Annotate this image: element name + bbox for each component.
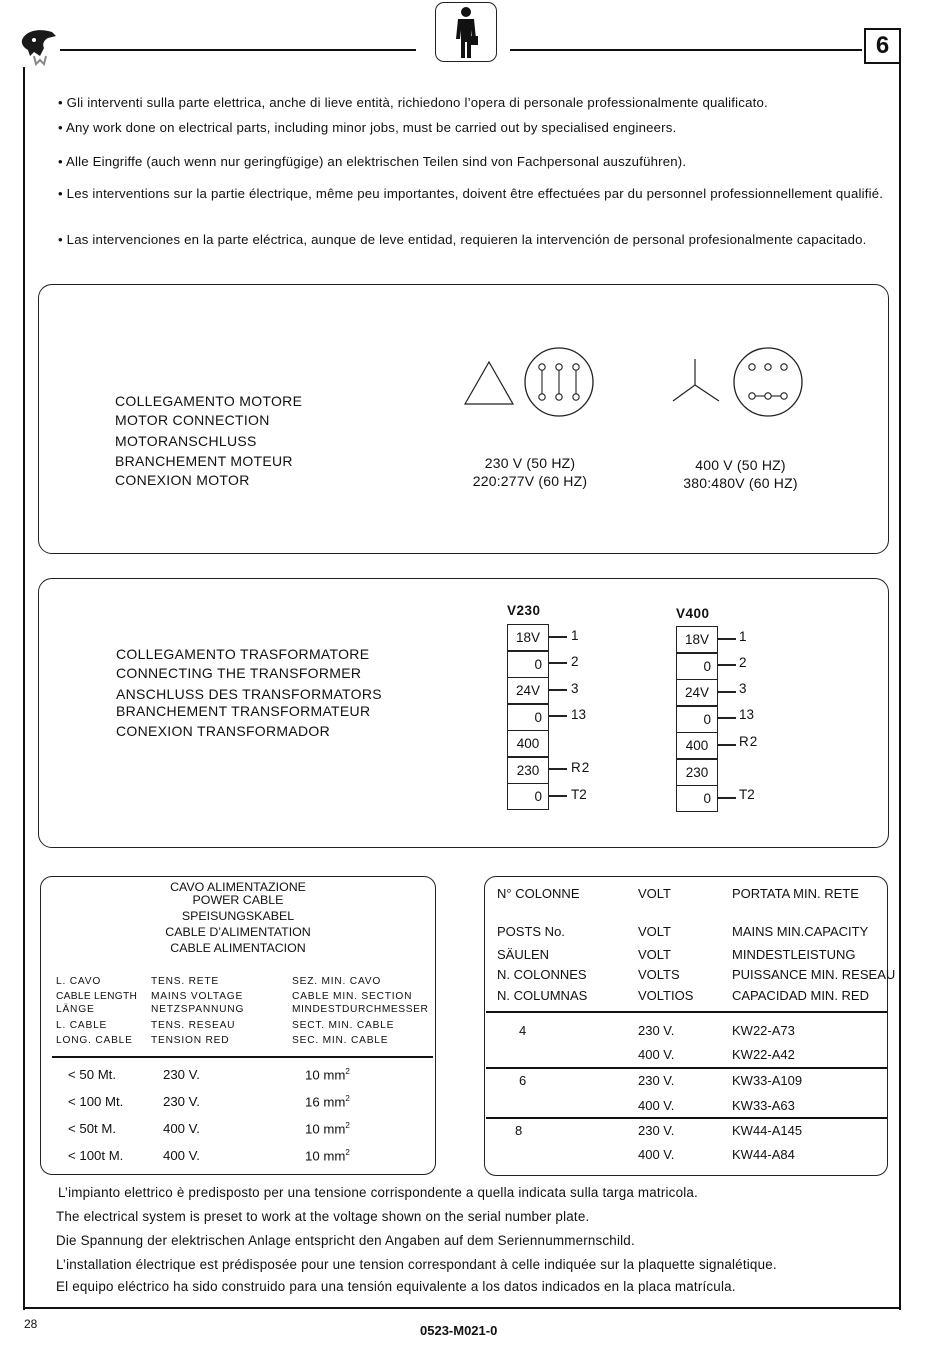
transformer-label-en: CONNECTING THE TRANSFORMER — [116, 665, 362, 681]
cable-len-h-de: LÄNGE — [56, 1004, 95, 1015]
v230-cell: 18V — [507, 624, 549, 651]
motor-label-de: MOTORANSCHLUSS — [115, 433, 257, 449]
mains-capacity: KW44-A145 — [732, 1123, 803, 1138]
motor-label-es: CONEXION MOTOR — [115, 472, 250, 488]
cable-title-en: POWER CABLE — [192, 893, 284, 907]
v400-terminal: 2 — [739, 655, 747, 670]
motor-label-en: MOTOR CONNECTION — [115, 412, 270, 428]
cable-len-h-fr: L. CABLE — [56, 1020, 108, 1031]
v400-cell: 0 — [676, 653, 718, 680]
v230-lead — [549, 662, 567, 664]
transformer-label-es: CONEXION TRANSFORMADOR — [116, 723, 331, 739]
cable-voltage: 230 V. — [163, 1094, 200, 1109]
header-rule-left — [60, 49, 416, 51]
cable-title-it: CAVO ALIMENTAZIONE — [170, 880, 306, 894]
star-symbol-icon — [673, 359, 719, 401]
voltage-note-es: El equipo eléctrico ha sido construido para una tensión equivalente a los datos indicados en la placa matrícula. — [56, 1279, 736, 1294]
v230-cell: 0 — [507, 783, 549, 810]
cable-length: < 50t M. — [68, 1121, 117, 1136]
posts-h-en: POSTS No. — [497, 924, 565, 939]
v230-lead — [549, 768, 567, 770]
document-code: 0523-M021-0 — [420, 1323, 498, 1338]
cable-length: < 100t M. — [68, 1148, 124, 1163]
unit-superscript: 2 — [345, 1094, 350, 1103]
v400-lead — [718, 717, 736, 719]
v400-lead — [718, 744, 736, 746]
star-voltage-50hz: 400 V (50 HZ) — [695, 457, 786, 473]
cable-volt-h-fr: TENS. RESEAU — [151, 1020, 236, 1031]
v400-lead — [718, 638, 736, 640]
v230-lead — [549, 636, 567, 638]
v400-terminal: 3 — [739, 681, 747, 696]
posts-count: 8 — [515, 1123, 523, 1138]
v400-terminal: 13 — [739, 707, 755, 722]
posts-count: 6 — [519, 1073, 527, 1088]
posts-h-it: N° COLONNE — [497, 886, 580, 901]
voltage-note-de: Die Spannung der elektrischen Anlage entspricht den Angaben auf dem Seriennummernschild. — [56, 1233, 635, 1248]
note-en: • Any work done on electrical parts, including minor jobs, must be carried out by specialised engineers. — [58, 120, 677, 135]
star-voltage-60hz: 380:480V (60 HZ) — [683, 475, 798, 491]
cable-volt-h-de: NETZSPANNUNG — [151, 1004, 245, 1015]
cable-len-h-en: CABLE LENGTH — [56, 991, 138, 1002]
cable-section: 10 $mm^2$ — [305, 1121, 350, 1137]
mains-capacity: KW22-A73 — [732, 1023, 795, 1038]
v400-cell: 18V — [676, 626, 718, 653]
delta-triangle-icon — [465, 362, 513, 404]
mains-voltage: 230 V. — [638, 1023, 675, 1038]
cable-volt-h-it: TENS. RETE — [151, 976, 220, 987]
v400-lead — [718, 797, 736, 799]
posts-count: 4 — [519, 1023, 527, 1038]
cable-voltage: 400 V. — [163, 1148, 200, 1163]
delta-connection-diagram — [460, 345, 600, 420]
v230-cell: 400 — [507, 730, 549, 757]
capacity-h-en: MAINS MIN.CAPACITY — [732, 924, 869, 939]
mains-voltage: 400 V. — [638, 1047, 675, 1062]
group-divider — [486, 1067, 887, 1069]
qualified-person-icon — [452, 6, 480, 60]
v230-terminal: R2 — [571, 760, 591, 775]
v230-cell: 0 — [507, 651, 549, 678]
v230-lead — [549, 795, 567, 797]
star-terminal-board-icon — [734, 348, 802, 416]
cable-len-h-es: LONG. CABLE — [56, 1035, 133, 1046]
cable-volt-h-en: MAINS VOLTAGE — [151, 991, 244, 1002]
v400-terminal: T2 — [739, 787, 755, 802]
cable-volt-h-es: TENSION RED — [151, 1035, 230, 1046]
volt-h-en: VOLT — [638, 924, 671, 939]
posts-h-fr: N. COLONNES — [497, 967, 587, 982]
motor-label-fr: BRANCHEMENT MOTEUR — [115, 453, 293, 469]
cable-section: 16 $mm^2$ — [305, 1094, 350, 1110]
bull-head-logo-icon — [18, 26, 60, 66]
note-de: • Alle Eingriffe (auch wenn nur geringfügige) an elektrischen Teilen sind von Fachpersonal auszuführen). — [58, 154, 687, 169]
cable-length: < 50 Mt. — [68, 1067, 117, 1082]
delta-voltage-50hz: 230 V (50 HZ) — [484, 455, 576, 471]
v230-terminal: 1 — [571, 628, 579, 643]
v400-lead — [718, 664, 736, 666]
page-badge: 6 — [864, 28, 901, 64]
v400-terminal: R2 — [739, 734, 759, 749]
cable-section: 10 $mm^2$ — [305, 1067, 350, 1083]
page-frame-bottom — [23, 1307, 901, 1309]
capacity-h-it: PORTATA MIN. RETE — [732, 886, 859, 901]
capacity-h-fr: PUISSANCE MIN. RESEAU — [732, 967, 896, 982]
star-terminal-links — [749, 364, 787, 399]
cable-length: < 100 Mt. — [68, 1094, 124, 1109]
delta-voltage-60hz: 220:277V (60 HZ) — [472, 473, 588, 489]
mains-capacity: KW33-A63 — [732, 1098, 795, 1113]
volt-h-es: VOLTIOS — [638, 988, 694, 1003]
cable-title-de: SPEISUNGSKABEL — [181, 909, 295, 923]
power-cable-titles — [40, 879, 436, 956]
v400-lead — [718, 691, 736, 693]
voltage-note-en: The electrical system is preset to work at the voltage shown on the serial number plate. — [56, 1209, 590, 1224]
mains-capacity: KW44-A84 — [732, 1147, 795, 1162]
voltage-note-it: L’impianto elettrico è predisposto per una tensione corrispondente a quella indicata sulla targa matricola. — [58, 1185, 698, 1200]
volt-h-it: VOLT — [638, 886, 671, 901]
cable-sec-h-de: MINDESTDURCHMESSER — [292, 1004, 429, 1015]
page-frame-right — [899, 63, 901, 1310]
volt-h-fr: VOLTS — [638, 967, 680, 982]
mains-voltage: 400 V. — [638, 1147, 675, 1162]
cable-header-rule — [52, 1056, 433, 1058]
posts-h-es: N. COLUMNAS — [497, 988, 588, 1003]
v400-terminal: 1 — [739, 629, 747, 644]
unit-superscript: 2 — [345, 1148, 350, 1157]
mains-header-rule — [486, 1011, 887, 1013]
cable-title-es: CABLE ALIMENTACION — [170, 941, 306, 955]
mains-capacity: KW22-A42 — [732, 1047, 795, 1062]
cable-section: 10 $mm^2$ — [305, 1148, 350, 1164]
v230-terminal: 2 — [571, 654, 579, 669]
mains-capacity: KW33-A109 — [732, 1073, 803, 1088]
v230-terminal: T2 — [571, 787, 587, 802]
cable-voltage: 400 V. — [163, 1121, 200, 1136]
cable-sec-h-es: SEC. MIN. CABLE — [292, 1035, 389, 1046]
mains-capacity-table — [484, 876, 888, 1176]
transformer-label-de: ANSCHLUSS DES TRANSFORMATORS — [116, 686, 382, 702]
mains-voltage: 230 V. — [638, 1073, 675, 1088]
v400-cell: 0 — [676, 706, 718, 733]
cable-voltage: 230 V. — [163, 1067, 200, 1082]
transformer-label-fr: BRANCHEMENT TRANSFORMATEUR — [116, 703, 371, 719]
v230-terminal: 13 — [571, 707, 587, 722]
voltage-note-fr: L’installation électrique est prédisposée pour une tension correspondant à celle indiquée sur la plaquette signalétique. — [56, 1257, 777, 1272]
v230-terminal: 3 — [571, 681, 579, 696]
delta-terminal-links — [539, 364, 579, 400]
unit-superscript: 2 — [345, 1067, 350, 1076]
v230-cell: 0 — [507, 704, 549, 731]
page-number: 28 — [24, 1317, 38, 1331]
note-fr: • Les interventions sur la partie électrique, même peu importantes, doivent être effectuées par du personnel professionnellement qualifié. — [58, 186, 884, 201]
volt-h-de: VOLT — [638, 947, 671, 962]
v400-title: V400 — [676, 606, 710, 621]
capacity-h-de: MINDESTLEISTUNG — [732, 947, 856, 962]
cable-len-h-it: L. CAVO — [56, 976, 102, 987]
page-frame-left — [23, 67, 25, 1310]
v230-lead — [549, 715, 567, 717]
transformer-label-it: COLLEGAMENTO TRASFORMATORE — [116, 646, 370, 662]
cable-title-fr: CABLE D’ALIMENTATION — [165, 925, 311, 939]
v230-cell: 24V — [507, 677, 549, 704]
header-rule-right — [510, 49, 862, 51]
v230-title: V230 — [507, 603, 541, 618]
capacity-h-es: CAPACIDAD MIN. RED — [732, 988, 869, 1003]
mains-voltage: 230 V. — [638, 1123, 675, 1138]
cable-sec-h-it: SEZ. MIN. CAVO — [292, 976, 382, 987]
group-divider — [486, 1117, 887, 1119]
posts-h-de: SÄULEN — [497, 947, 550, 962]
v230-lead — [549, 689, 567, 691]
v400-cell: 400 — [676, 732, 718, 759]
v400-cell: 24V — [676, 679, 718, 706]
v400-cell: 0 — [676, 785, 718, 812]
note-it: • Gli interventi sulla parte elettrica, anche di lieve entità, richiedono l’opera di personale professionalmente qualificato. — [58, 95, 768, 110]
star-connection-diagram — [668, 345, 808, 420]
unit-superscript: 2 — [345, 1121, 350, 1130]
note-es: • Las intervenciones en la parte eléctrica, aunque de leve entidad, requieren la intervención de personal profesionalmente capacitado. — [58, 232, 867, 247]
cable-sec-h-fr: SECT. MIN. CABLE — [292, 1020, 395, 1031]
v230-cell: 230 — [507, 757, 549, 784]
v400-cell: 230 — [676, 759, 718, 786]
mains-voltage: 400 V. — [638, 1098, 675, 1113]
motor-label-it: COLLEGAMENTO MOTORE — [115, 393, 303, 409]
cable-sec-h-en: CABLE MIN. SECTION — [292, 991, 413, 1002]
